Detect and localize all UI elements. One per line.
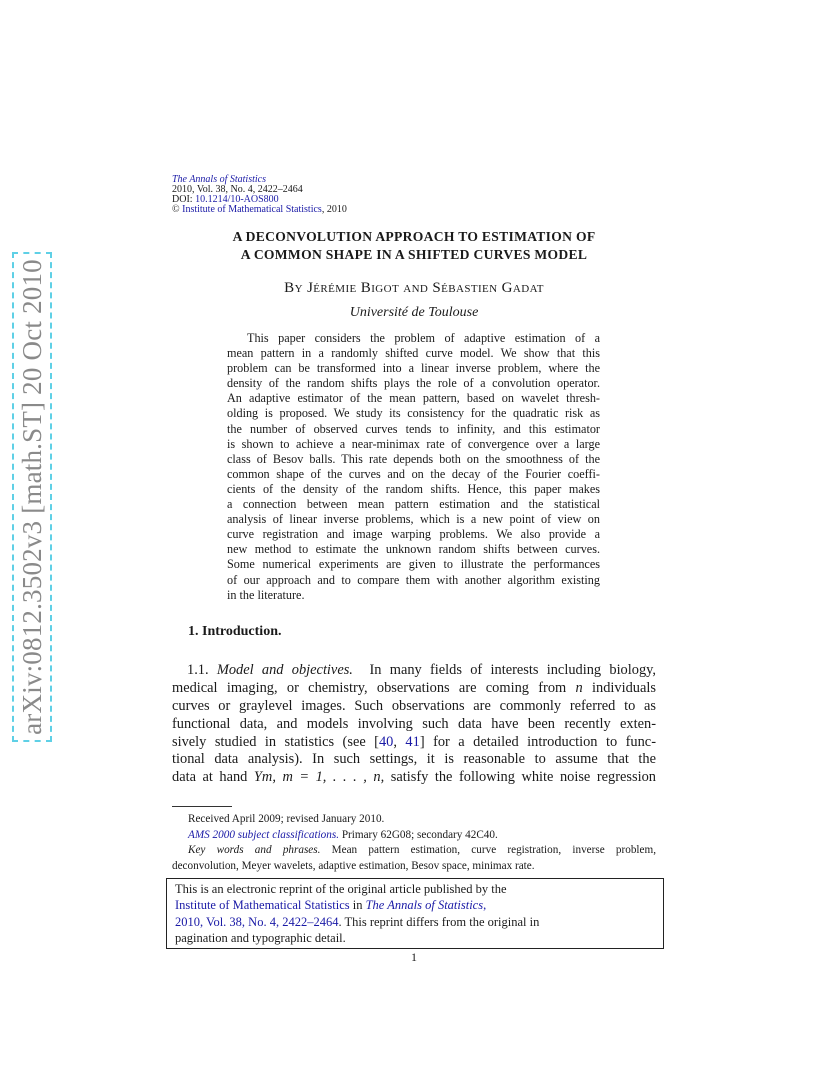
abstract-line: olding is proposed. We study its consistency for the quadratic risk as [227,406,600,421]
abstract-line: An adaptive estimator of the mean pattern, based on wavelet thresh- [227,391,600,406]
citation-link[interactable]: 40 [378,733,394,750]
abstract-line: common shape of the curves and on the decay of the Fourier coeffi- [227,466,600,481]
abstract-line: a connection between mean pattern estimation and the statistical [227,497,600,512]
body-text: In many fields of interests including biology, [369,662,656,678]
body-text: , [393,733,406,750]
abstract-line: This paper considers the problem of adaptive estimation of a [247,331,600,345]
paper-title-line-2: A COMMON SHAPE IN A SHIFTED CURVES MODEL [240,247,588,262]
journal-link[interactable]: The Annals of Statistics [365,898,484,913]
reprint-text: in [349,898,366,913]
abstract-line: curve registration and image warping problems. We also provide a [227,527,600,542]
page-number: 1 [411,950,417,964]
body-line [172,769,656,787]
abstract-line: density of the random shifts plays the role of a convolution operator. [227,376,600,391]
body-line: curves or graylevel images. Such observations are commonly referred to as [172,697,656,714]
reprint-line [175,914,655,930]
ams-text: Primary 62G08; secondary 42C40. [339,828,498,841]
paper-title-line-1: A DECONVOLUTION APPROACH TO ESTIMATION OF [232,229,596,244]
abstract-line: of our approach and to compare them with another algorithm existing [227,572,600,587]
citation-link[interactable]: 2010, Vol. 38, No. 4, 2422–2464 [175,914,339,929]
ams-classification [172,828,656,844]
abstract-line: class of Besov balls. This rate depends both on the smoothness of the [227,451,600,466]
received-date: Received April 2009; revised January 2010. [188,813,385,825]
reprint-notice [166,878,664,949]
reprint-text: . This reprint differs from the original in [338,914,540,929]
doi-link[interactable]: 10.1214/10-AOS800 [195,194,279,205]
keywords-label: Key words and phrases. [188,844,321,856]
affiliation: Université de Toulouse [349,305,479,320]
body-line [172,734,656,752]
doi-label: DOI: [172,194,196,205]
body-text: medical imaging, or chemistry, observations are coming from [172,679,576,696]
body-line: tional data analysis). In such settings, it is reasonable to assume that the [172,751,656,768]
copyright-icon: © [172,204,180,215]
copyright-year: , 2010 [321,204,347,215]
reprint-line: This is an electronic reprint of the original article published by the [175,882,507,896]
section-heading [188,624,281,640]
keywords-continued: deconvolution, Meyer wavelets, adaptive estimation, Besov space, minimax rate. [172,859,535,872]
journal-name[interactable]: The Annals of Statistics [172,174,266,185]
body-text: data at hand [172,769,254,786]
reprint-line: pagination and typographic detail. [175,931,346,946]
abstract-line: is shown to achieve a near-minimax rate of convergence over a large [227,436,600,451]
section-number: 1. [188,624,199,639]
abstract-line: in the literature. [227,587,305,602]
body-line: functional data, and models involving such data have been recently exten- [172,715,656,732]
footnote-divider [172,806,232,807]
reprint-text: , [483,898,487,913]
section-title: Introduction. [202,624,282,639]
authors: By Jérémie Bigot and Sébastien Gadat [284,280,544,296]
body-line [172,680,656,698]
abstract-line: the number of observed curves tends to infinity, and this estimator [227,421,600,436]
abstract-line: Some numerical experiments are given to illustrate the performances [227,557,600,572]
body-text: satisfy the following white noise regression [384,769,656,786]
body-line [172,662,656,680]
abstract-line: cients of the density of the random shifts. Hence, this paper makes [227,481,600,496]
arxiv-identifier[interactable]: arXiv:0812.3502v3 [math.ST] 20 Oct 2010 [17,259,47,735]
subsection-title: Model and objectives. [216,662,353,678]
journal-volume: 2010, Vol. 38, No. 4, 2422–2464 [172,184,303,195]
abstract-line: new method to estimate the unknown random shifts between curves. [227,542,600,557]
body-paragraph [172,662,656,787]
math-ym: Ym, m = 1, . . . , n, [253,769,385,786]
ams-link[interactable]: AMS 2000 subject classifications. [188,828,340,841]
abstract [227,331,600,603]
footnotes [172,812,656,874]
journal-copyright [172,205,347,215]
citation-link[interactable]: 41 [405,733,420,750]
keywords [172,843,656,859]
keywords-text: Mean pattern estimation, curve registration, inverse problem, [320,844,656,856]
body-text: sively studied in statistics (see [ [172,733,379,750]
reprint-line [175,897,655,913]
abstract-line: problem can be transformed into a linear inverse problem, where the [227,361,600,376]
abstract-line: analysis of linear inverse problems, which is a new point of view on [227,512,600,527]
body-text: ] for a detailed introduction to func- [419,733,656,750]
body-text: individuals [582,679,656,696]
publisher-link[interactable]: Institute of Mathematical Statistics [182,204,322,215]
abstract-line: mean pattern in a randomly shifted curve model. We show that this [227,346,600,361]
subsection-number: 1.1. [187,662,217,678]
publisher-link[interactable]: Institute of Mathematical Statistics [175,898,350,913]
math-n: n [575,679,583,696]
